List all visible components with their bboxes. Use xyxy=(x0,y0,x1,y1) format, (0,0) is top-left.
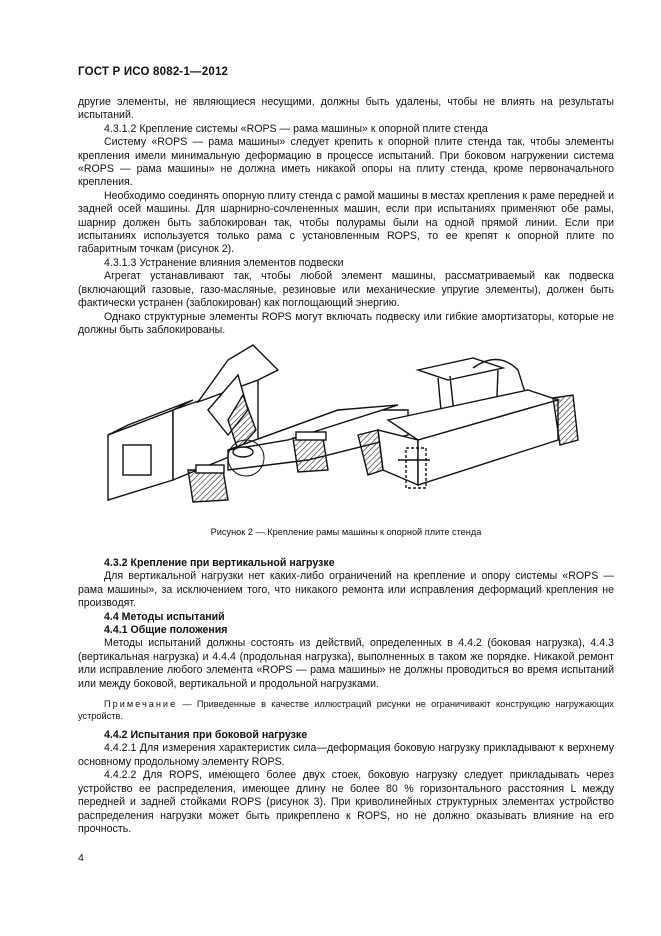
section-heading: 4.4 Методы испытаний xyxy=(104,610,225,623)
paragraph: другие элементы, не являющиеся несущими, должны быть удалены, чтобы не влиять на результаты испытаний. xyxy=(78,96,614,122)
spacer xyxy=(78,722,614,729)
note-label: Примечание xyxy=(104,699,178,710)
paragraph: 4.4.2.2 Для ROPS, имеющего более двух стоек, боковую нагрузку следует прикладывать через устройство ее распределения, имеющее длину не более 80 % горизонтального расстояния L между передней и задней стойками ROPS (рисунок 3). При криволинейных структурных элементах устройство распределения нагрузки может быть прикреплено к ROPS, но не должно оказывать влияние на его прочность. xyxy=(78,769,614,835)
figure-caption: Рисунок 2 — Крепление рамы машины к опорной плите стенда xyxy=(210,527,482,537)
paragraph: Для вертикальной нагрузки нет каких-либо ограничений на крепление и опору системы «ROPS — рама машины», за исключением того, что никакого ремонта или исправления деформаций крепления не производят. xyxy=(78,570,614,610)
section-heading: 4.4.2 Испытания при боковой нагрузке xyxy=(104,729,308,742)
document-header: ГОСТ Р ИСО 8082-1—2012 xyxy=(78,66,229,78)
paragraph: Агрегат устанавливают так, чтобы любой элемент машины, рассматриваемый как подвеска (включающий газовые, газо-масляные, резиновые или механические упругие элементы), должен быть фактически устранен (заблокирован) как поглощающий энергию. xyxy=(78,270,614,310)
left-frame-drawing xyxy=(108,345,408,502)
text-block-lower xyxy=(78,557,614,836)
paragraph: Методы испытаний должны состоять из действий, определенных в 4.4.2 (боковая нагрузка), 4.4.3 (вертикальная нагрузка) и 4.4.4 (продольная нагрузка), выполненных в таком же порядке. Никакой ремонт или исправление любого элемента «ROPS — рама машины» не должны проводиться во время испытаний или между боковой, вертикальной и продольной нагрузками. xyxy=(78,637,614,690)
paragraph: Необходимо соединять опорную плиту стенда с рамой машины в местах крепления к раме передней и задней осей машины. Для шарнирно-сочлененных машин, если при испытаниях применяют обе рамы, шарнир должен быть заблокирован так, чтобы полурамы были на одной прямой линии. Если при испытаниях используется только рама с установленным ROPS, то ее крепят к опорной плите по габаритным точкам (рисунок 2). xyxy=(78,189,614,256)
paragraph: 4.4.2.1 Для измерения характеристик сила—деформация боковую нагрузку прикладывают к верхнему основному продольному элементу ROPS. xyxy=(78,742,614,768)
paragraph: 4.3.1.3 Устранение влияния элементов подвески xyxy=(104,256,344,269)
section-heading: 4.4.1 Общие положения xyxy=(104,624,228,637)
page-number: 4 xyxy=(78,852,84,864)
note-paragraph xyxy=(78,698,614,722)
spacer xyxy=(78,691,614,698)
paragraph: 4.3.1.2 Крепление системы «ROPS — рама машины» к опорной плите стенда xyxy=(104,122,488,135)
section-heading: 4.3.2 Крепление при вертикальной нагрузке xyxy=(104,557,335,569)
figure-2-illustration xyxy=(78,340,614,518)
text-block-upper xyxy=(78,96,614,337)
paragraph: Однако структурные элементы ROPS могут включать подвеску или гибкие амортизаторы, которые не должны быть заблокированы. xyxy=(78,310,614,336)
note-text: — Приведенные в качестве иллюстраций рисунки не ограничивают конструкцию нагружающих устройств. xyxy=(78,699,614,722)
paragraph: Систему «ROPS — рама машины» следует крепить к опорной плите стенда так, чтобы элементы крепления имели минимальную деформацию в процессе испытаний. При боковом нагружении система «ROPS — рама машины» не должна иметь никакой опоры на плиту стенда, кроме первоначального крепления. xyxy=(78,136,614,189)
